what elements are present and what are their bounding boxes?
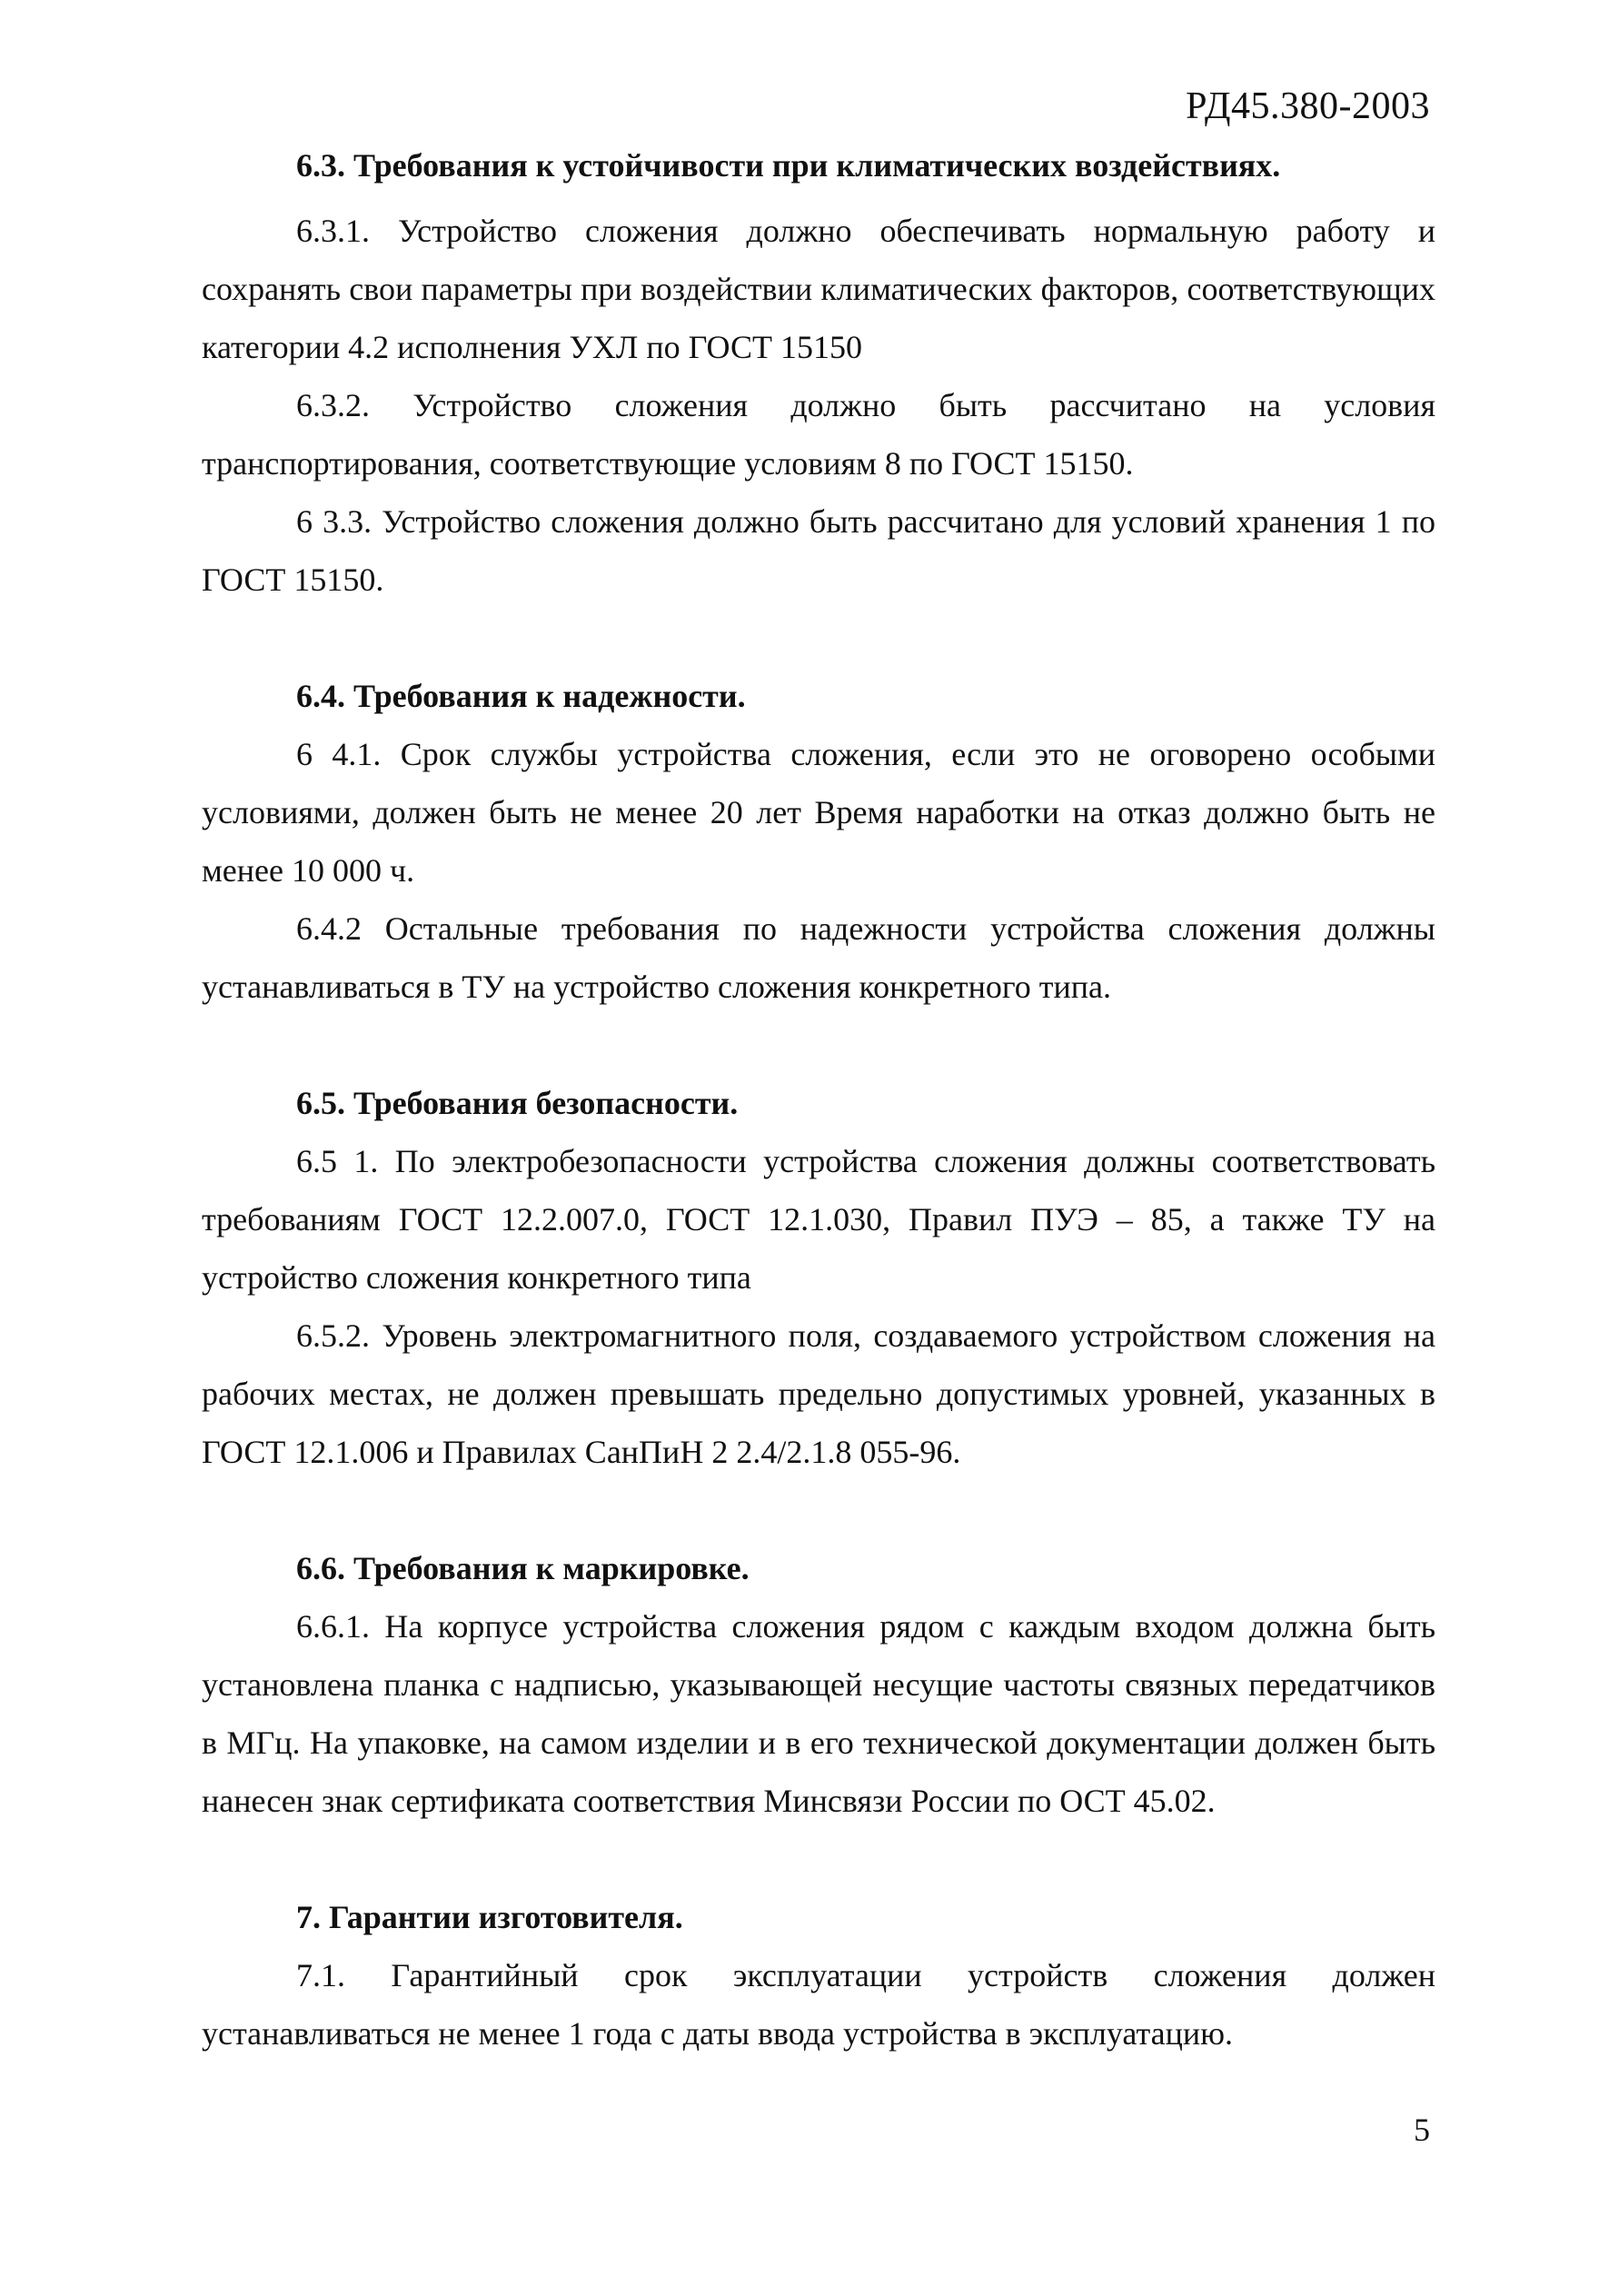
paragraph: 6 3.3. Устройство сложения должно быть рассчитано для условий хранения 1 по ГОСТ 15150.: [202, 503, 1435, 598]
paragraph: 7.1. Гарантийный срок эксплуатации устройств сложения должен устанавливаться не менее 1 года с даты ввода устройства в эксплуатацию.: [202, 1957, 1435, 2052]
paragraph: 6.3.2. Устройство сложения должно быть рассчитано на условия транспортирования, соответствующие условиям 8 по ГОСТ 15150.: [202, 387, 1435, 482]
paragraph: 6.4.2 Остальные требования по надежности устройства сложения должны устанавливаться в ТУ на устройство сложения конкретного типа.: [202, 910, 1435, 1005]
paragraph: 6.6.1. На корпусе устройства сложения рядом с каждым входом должна быть установлена планка с надписью, указывающей несущие частоты связных передатчиков в МГц. На упаковке, на самом изделии и в его технической документации должен быть нанесен знак сертификата соответствия Минсвязи России по ОСТ 45.02.: [202, 1608, 1435, 1819]
section-heading: 7. Гарантии изготовителя.: [296, 1899, 683, 1935]
paragraph: 6.3.1. Устройство сложения должно обеспечивать нормальную работу и сохранять свои параметры при воздействии климатических факторов, соответствующих категории 4.2 исполнения УХЛ по ГОСТ 15150: [202, 213, 1435, 365]
section-heading: 6.6. Требования к маркировке.: [296, 1550, 750, 1586]
section-heading: 6.3. Требования к устойчивости при климатических воздействиях.: [296, 147, 1281, 184]
section-heading: 6.5. Требования безопасности.: [296, 1085, 739, 1121]
document-body: [202, 136, 1435, 2062]
section-6-3: [202, 136, 1435, 609]
paragraph: 6.5.2. Уровень электромагнитного поля, создаваемого устройством сложения на рабочих местах, не должен превышать предельно допустимых уровней, указанных в ГОСТ 12.1.006 и Правилах СанПиН 2 2.4/2.1.8 055-96.: [202, 1317, 1435, 1470]
section-heading: 6.4. Требования к надежности.: [296, 678, 746, 714]
section-6-4: [202, 667, 1435, 1016]
section-7: [202, 1888, 1435, 2062]
section-6-6: [202, 1539, 1435, 1830]
document-page: РД45.380-2003 6.3. Требования к устойчивости при климатических воздействиях. 6.3.1. Устройство сложения должно обеспечивать нормальную работу и сохранять свои параметры при воздействии климатических факторов, соответствующих категории 4.2 исполнения УХЛ по ГОСТ 15150 6.3.2. Устройство сложения должно быть рассчитано на условия транспортирования, соответствующие условиям 8 по ГОСТ 15150. 6 3.3. Устройство сложения должно быть рассчитано для условий хранения 1 по ГОСТ 15150. 6.4. Требования к надежности. 6 4.1. Срок службы устройства сложения, если это не оговорено особыми условиями, должен быть не менее 20 лет Время наработки на отказ должно быть не менее 10 000 ч. 6.4.2 Остальные требования по надежности устройства сложения должны устанавливаться в ТУ на устройство сложения конкретного типа. 6.5. Требования безопасности. 6.5 1. По электробезопасности устройства сложения должны соответствовать требованиям ГОСТ 12.2.007.0, ГОСТ 12.1.030, Правил ПУЭ – 85, а также ТУ на устройство сложения конкретного типа 6.5.2. Уровень электромагнитного поля, создаваемого устройством сложения на рабочих местах, не должен превышать предельно допустимых уровней, указанных в ГОСТ 12.1.006 и Правилах СанПиН 2 2.4/2.1.8 055-96. 6.6. Требования к маркировке. 6.6.1. На корпусе устройства сложения рядом с каждым входом должна быть установлена планка с надписью, указывающей несущие частоты связных передатчиков в МГц. На упаковке, на самом изделии и в его технической документации должен быть нанесен знак сертификата соответствия Минсвязи России по ОСТ 45.02. 7. Гарантии изготовителя. 7.1. Гарантийный срок эксплуатации устройств сложения должен устанавливаться не менее 1 года с даты ввода устройства в эксплуатацию. 5: [202, 85, 1435, 2148]
section-6-5: [202, 1074, 1435, 1481]
paragraph: 6.5 1. По электробезопасности устройства сложения должны соответствовать требованиям ГОСТ 12.2.007.0, ГОСТ 12.1.030, Правил ПУЭ – 85, а также ТУ на устройство сложения конкретного типа: [202, 1143, 1435, 1296]
paragraph: 6 4.1. Срок службы устройства сложения, если это не оговорено особыми условиями, должен быть не менее 20 лет Время наработки на отказ должно быть не менее 10 000 ч.: [202, 736, 1435, 889]
document-code: РД45.380-2003: [1186, 85, 1430, 127]
